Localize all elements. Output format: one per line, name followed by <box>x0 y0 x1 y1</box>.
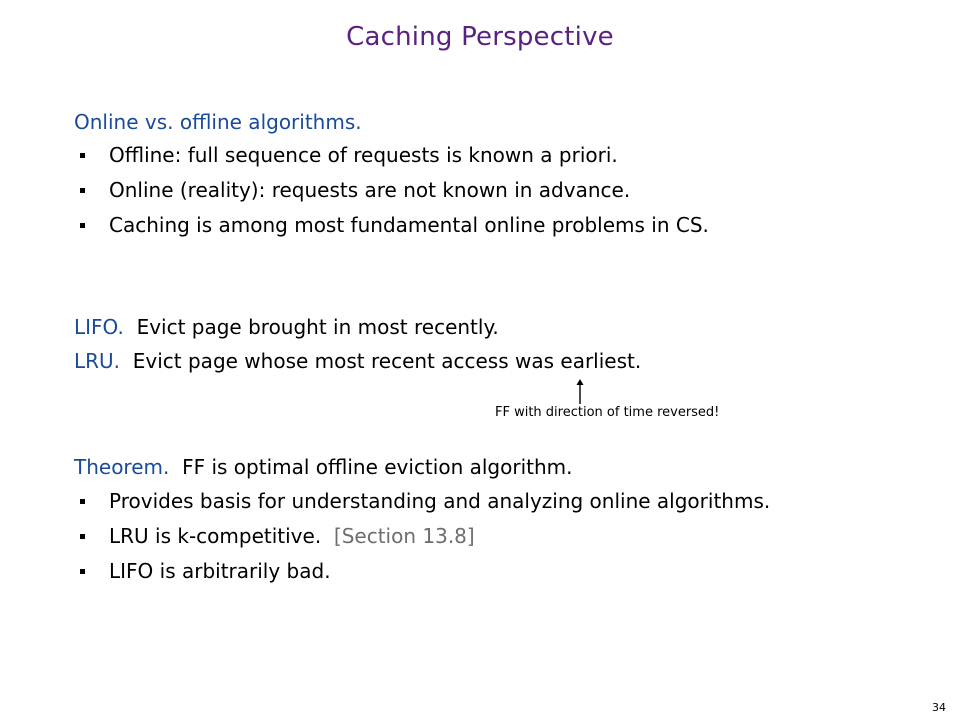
list-item <box>80 489 770 513</box>
square-bullet-icon <box>80 499 85 504</box>
lru-text: Evict page whose most recent access was earliest. <box>132 349 642 373</box>
slide-title: Caching Perspective <box>346 22 614 52</box>
online-heading: Online vs. offline algorithms. <box>74 110 362 134</box>
lifo-text: Evict page brought in most recently. <box>136 315 499 339</box>
lifo-label: LIFO. <box>74 315 124 339</box>
list-item <box>80 213 709 237</box>
bullet-text: Online (reality): requests are not known in advance. <box>109 178 631 202</box>
list-item <box>80 524 475 548</box>
section-reference: [Section 13.8] <box>333 524 475 548</box>
square-bullet-icon <box>80 223 85 228</box>
list-item <box>80 178 630 202</box>
bullet-text: Caching is among most fundamental online problems in CS. <box>109 213 709 237</box>
bullet-text: LRU is k-competitive. <box>109 524 322 548</box>
list-item <box>80 143 618 167</box>
up-arrow-icon <box>571 379 589 405</box>
square-bullet-icon <box>80 153 85 158</box>
square-bullet-icon <box>80 188 85 193</box>
theorem-line <box>74 455 572 479</box>
square-bullet-icon <box>80 569 85 574</box>
theorem-label: Theorem. <box>74 455 170 479</box>
bullet-text: Provides basis for understanding and analyzing online algorithms. <box>109 489 771 513</box>
bullet-text: Offline: full sequence of requests is known a priori. <box>109 143 618 167</box>
annotation-note: FF with direction of time reversed! <box>495 405 720 420</box>
lru-label: LRU. <box>74 349 121 373</box>
lru-line <box>74 349 641 373</box>
square-bullet-icon <box>80 534 85 539</box>
list-item <box>80 559 331 583</box>
lifo-line <box>74 315 499 339</box>
theorem-text: FF is optimal offline eviction algorithm. <box>182 455 573 479</box>
bullet-text: LIFO is arbitrarily bad. <box>109 559 331 583</box>
page-number: 34 <box>932 701 946 714</box>
